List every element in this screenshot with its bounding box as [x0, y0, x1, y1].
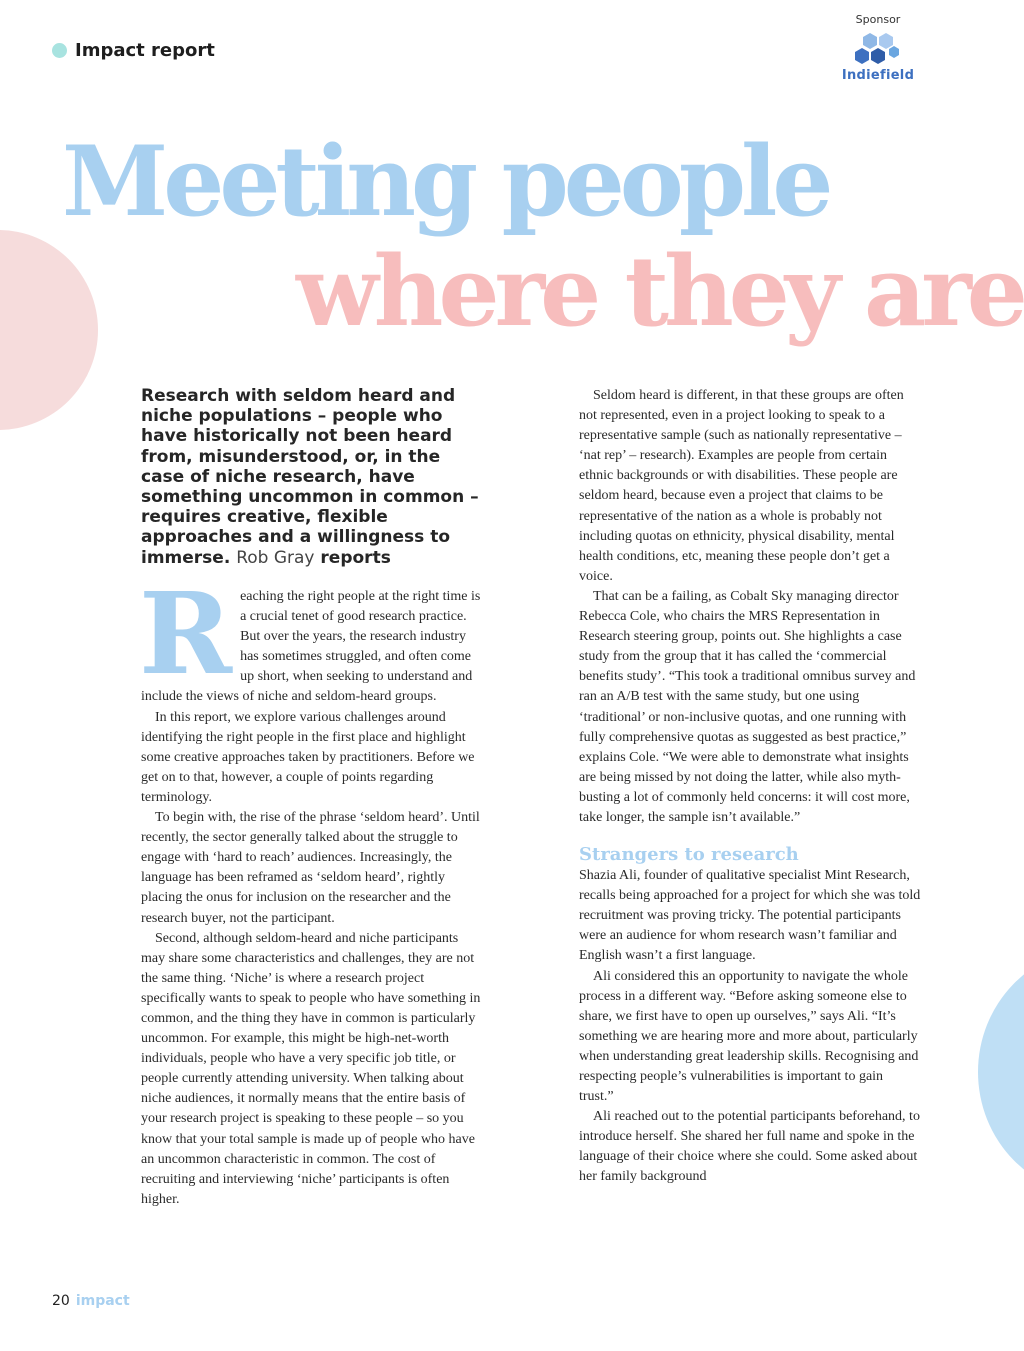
body-paragraph — [139, 569, 483, 708]
decorative-circle-blue — [978, 948, 1024, 1196]
body-paragraph: Shazia Ali, founder of qualitative specialist Mint Research, recalls being approached for a project for which she was told recruitment was proving tricky. The potential participants were an audience for whom research wasn’t familiar and English wasn’t a first language. — [579, 868, 921, 964]
body-column-right — [579, 386, 921, 1188]
sponsor-name: Indiefield — [841, 68, 915, 83]
byline-reports: reports — [320, 547, 391, 568]
body-paragraph: Ali reached out to the potential participants beforehand, to introduce herself. She shared her full name and spoke in the language of their choice where she could. Some asked about her family background — [579, 1109, 920, 1185]
page-footer — [52, 1293, 130, 1309]
section-label-text: Impact report — [75, 40, 215, 61]
body-paragraph: Seldom heard is different, in that these groups are often not represented, even in a project looking to speak to a representative sample (such as nationally representative – ‘nat rep’ – research). Examples are people from certain ethnic backgrounds or with disabilities. These people are seldom heard, because even a project that claims to be representative of the nation as a whole is probably not including quotas on ethnicity, physical disability, mental health conditions, etc, meaning these people don’t get a voice. — [579, 388, 904, 584]
section-dot-icon — [52, 43, 67, 58]
standfirst — [141, 386, 486, 568]
paragraph-text: eaching the right people at the right time is a crucial tenet of good research practice. But over the years, the research industry has sometimes struggled, and often come up short, when seeking to understand and include the views of niche and seldom-heard groups. — [141, 589, 481, 705]
headline-line-1: Meeting people — [62, 125, 829, 238]
subheading: Strangers to research — [579, 844, 799, 866]
page-number: 20 — [52, 1293, 70, 1309]
headline-line-2: where they are — [296, 235, 1023, 348]
section-label — [52, 40, 215, 61]
magazine-name: impact — [75, 1293, 130, 1309]
sponsor-label: Sponsor — [855, 13, 901, 26]
sponsor-block — [836, 13, 920, 83]
body-paragraph: That can be a failing, as Cobalt Sky managing director Rebecca Cole, who chairs the MRS Representation in Research steering group, points out. She highlights a case study from the group that it has called the ‘commercial benefits study’. “This took a traditional omnibus survey and ran an A/B test with the same study, but one using ‘traditional’ or non-inclusive quotas, and one running with fully comprehensive quotas as suggested as best practice,” explains Cole. “We were able to demonstrate what insights are being missed by not doing the latter, while also myth-busting a lot of commonly held concerns: it will cost more, take longer, the sample isn’t available.” — [579, 588, 916, 825]
body-paragraph: In this report, we explore various challenges around identifying the right people in the first place and highlight some creative approaches taken by practitioners. Before we get on to that, however, a couple of points regarding terminology. — [141, 709, 475, 805]
body-paragraph: Ali considered this an opportunity to navigate the whole process in a different way. “Before asking someone else to share, we first have to open up ourselves,” says Ali. “It’s something we are hearing more and more about, particularly when understanding great leadership skills. Recognising and respecting people’s vulnerabilities is important to gain trust.” — [579, 968, 919, 1105]
body-column-left — [139, 569, 483, 1210]
hexagon-logo-icon — [855, 32, 901, 66]
body-paragraph: To begin with, the rise of the phrase ‘seldom heard’. Until recently, the sector generally talked about the struggle to engage with ‘hard to reach’ audiences. Increasingly, the language has been reframed as ‘seldom heard’, rightly placing the onus for inclusion on the researcher and the research buyer, not the participant. — [141, 810, 480, 926]
body-paragraph: Second, although seldom-heard and niche participants may share some characteristics and challenges, they are not the same thing. ‘Niche’ is where a research project specifically wants to speak to people who have something in common, and the thing they have in common is particularly uncommon. For example, this might be high-net-worth individuals, people who have a very specific job title, or people currently attending university. When talking about niche audiences, it normally means that the entire basis of your research project is speaking to these people – so you know that your total sample is made up of people who have an uncommon characteristic in common. The cost of recruiting and interviewing ‘niche’ participants is often higher. — [141, 930, 481, 1207]
drop-cap: R — [139, 569, 233, 700]
decorative-circle-pink — [0, 230, 98, 430]
standfirst-text: Research with seldom heard and niche populations – people who have historically not been heard from, misunderstood, or, in the case of niche research, have something uncommon in common – requires creative, flexible approaches and a willingness to immerse. — [141, 386, 479, 568]
byline-author: Rob Gray — [236, 547, 315, 568]
